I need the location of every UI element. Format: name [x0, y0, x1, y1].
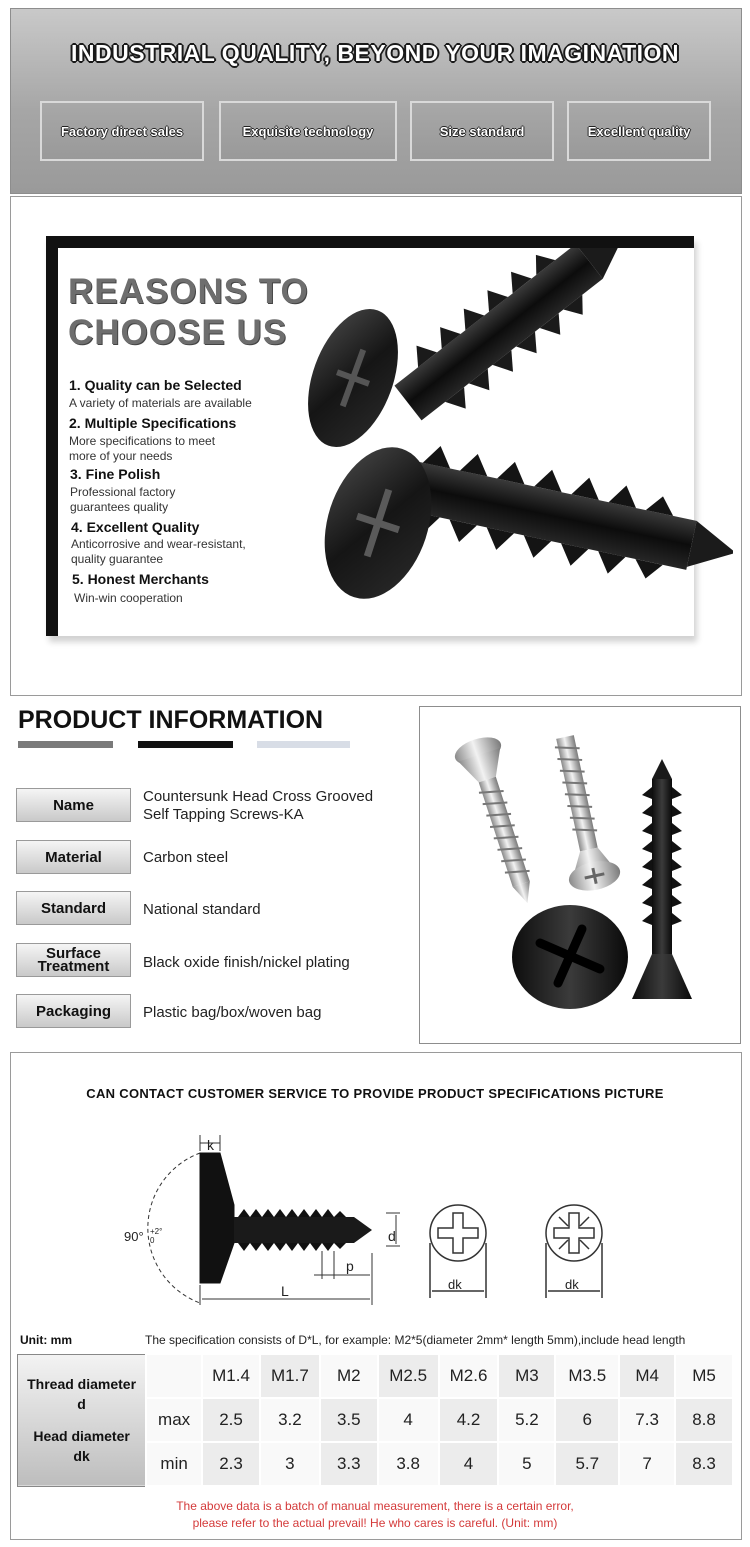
- title-underline-black: [138, 741, 233, 748]
- dim-label-k: k: [207, 1137, 214, 1153]
- min-cell: 3.3: [320, 1442, 378, 1486]
- size-cell: M2.6: [439, 1354, 499, 1398]
- banner-title: INDUSTRIAL QUALITY, BEYOND YOUR IMAGINATION: [70, 40, 680, 66]
- disclaimer-line1: The above data is a batch of manual measurement, there is a certain error,: [176, 1499, 574, 1513]
- max-cell: 4: [378, 1398, 439, 1442]
- feature-factory-direct-sales: Factory direct sales: [40, 101, 204, 161]
- reason-4-heading: 4. Excellent Quality: [71, 519, 200, 535]
- max-cell: 3.2: [260, 1398, 320, 1442]
- specification-heading: CAN CONTACT CUSTOMER SERVICE TO PROVIDE PRODUCT SPECIFICATIONS PICTURE: [86, 1086, 664, 1101]
- min-cell: 5: [498, 1442, 555, 1486]
- reason-4-description-line2: quality guarantee: [71, 552, 164, 566]
- min-label: min: [146, 1442, 202, 1486]
- attr-value-name-line1: Countersunk Head Cross Grooved: [143, 788, 374, 805]
- attr-label-surface-treatment: [16, 943, 131, 977]
- blank-header-cell: [146, 1354, 202, 1398]
- dim-label-d: d: [388, 1228, 396, 1244]
- size-cell: M1.4: [202, 1354, 260, 1398]
- max-cell: 3.5: [320, 1398, 378, 1442]
- row-label-cell: [18, 1354, 147, 1486]
- thread-diameter-label: Thread diameter: [27, 1376, 137, 1392]
- table-row-sizes: [18, 1354, 734, 1398]
- thread-diameter-symbol: d: [77, 1396, 86, 1412]
- attr-value-material: Carbon steel: [143, 849, 229, 866]
- reason-2-description-line1: More specifications to meet: [69, 434, 216, 448]
- specification-note: The specification consists of D*L, for example: M2*5(diameter 2mm* length 5mm),include head length: [145, 1333, 686, 1347]
- disclaimer-line2: please refer to the actual prevail! He who cares is careful. (Unit: mm): [192, 1516, 558, 1530]
- product-information-title: PRODUCT INFORMATION: [18, 706, 324, 734]
- min-cell: 2.3: [202, 1442, 260, 1486]
- attr-label-surface-line1: Surface: [45, 945, 102, 962]
- reasons-title-line1: REASONS TO: [68, 272, 309, 311]
- attr-value-packaging: Plastic bag/box/woven bag: [143, 1004, 322, 1021]
- reason-1-heading: 1. Quality can be Selected: [69, 377, 242, 393]
- max-cell: 5.2: [498, 1398, 555, 1442]
- size-cell: M2: [320, 1354, 378, 1398]
- dim-label-dk-2: dk: [565, 1277, 579, 1292]
- dim-label-L: L: [281, 1283, 289, 1299]
- dim-label-angle-tol-bottom: 0: [150, 1236, 155, 1245]
- dim-label-p: p: [346, 1258, 354, 1274]
- attr-label-material: Material: [16, 840, 131, 874]
- reason-2-heading: 2. Multiple Specifications: [69, 415, 237, 431]
- max-cell: 4.2: [439, 1398, 499, 1442]
- feature-exquisite-technology: Exquisite technology: [219, 101, 397, 161]
- size-cell: M2.5: [378, 1354, 439, 1398]
- feature-size-standard: Size standard: [410, 101, 554, 161]
- unit-label: Unit: mm: [20, 1333, 72, 1347]
- reason-1-description: A variety of materials are available: [69, 396, 252, 410]
- max-cell: 6: [555, 1398, 619, 1442]
- feature-excellent-quality: Excellent quality: [567, 101, 711, 161]
- size-cell: M4: [619, 1354, 675, 1398]
- reasons-title-line2: CHOOSE US: [68, 313, 288, 352]
- attr-label-surface-line2: Treatment: [37, 958, 110, 975]
- attr-value-standard: National standard: [143, 901, 261, 918]
- min-cell: 3: [260, 1442, 320, 1486]
- size-cell: M3: [498, 1354, 555, 1398]
- attr-value-name-line2: Self Tapping Screws-KA: [143, 806, 304, 823]
- head-diameter-label: Head diameter: [33, 1428, 130, 1444]
- max-cell: 2.5: [202, 1398, 260, 1442]
- measurement-disclaimer: [0, 1498, 750, 1532]
- dim-label-dk-1: dk: [448, 1277, 462, 1292]
- product-photo: [419, 706, 741, 1044]
- reason-4-description-line1: Anticorrosive and wear-resistant,: [71, 537, 246, 551]
- attr-label-name: Name: [16, 788, 131, 822]
- dim-label-angle-tol-top: +2°: [150, 1227, 163, 1236]
- black-screws-illustration: [258, 248, 733, 618]
- min-cell: 5.7: [555, 1442, 619, 1486]
- reason-3-heading: 3. Fine Polish: [70, 466, 161, 482]
- reason-5-description: Win-win cooperation: [74, 591, 183, 605]
- attr-label-standard: Standard: [16, 891, 131, 925]
- reason-3-description-line2: guarantees quality: [70, 500, 169, 514]
- min-cell: 7: [619, 1442, 675, 1486]
- specification-table: [17, 1353, 734, 1487]
- screw-dimension-diagram: [110, 1133, 630, 1313]
- attr-value-surface-treatment: Black oxide finish/nickel plating: [143, 954, 350, 971]
- max-label: max: [146, 1398, 202, 1442]
- label-spacer: [18, 1414, 145, 1426]
- screw-product-photo: [420, 707, 740, 1043]
- max-cell: 7.3: [619, 1398, 675, 1442]
- dim-label-angle: 90°: [124, 1229, 144, 1244]
- min-cell: 3.8: [378, 1442, 439, 1486]
- attr-label-packaging: Packaging: [16, 994, 131, 1028]
- max-cell: 8.8: [675, 1398, 733, 1442]
- size-cell: M5: [675, 1354, 733, 1398]
- title-underline-light: [257, 741, 350, 748]
- size-cell: M1.7: [260, 1354, 320, 1398]
- size-cell: M3.5: [555, 1354, 619, 1398]
- title-underline-gray: [18, 741, 113, 748]
- reason-3-description-line1: Professional factory: [70, 485, 176, 499]
- min-cell: 4: [439, 1442, 499, 1486]
- reason-5-heading: 5. Honest Merchants: [72, 571, 209, 587]
- min-cell: 8.3: [675, 1442, 733, 1486]
- reason-2-description-line2: more of your needs: [69, 449, 173, 463]
- head-diameter-symbol: dk: [73, 1448, 90, 1464]
